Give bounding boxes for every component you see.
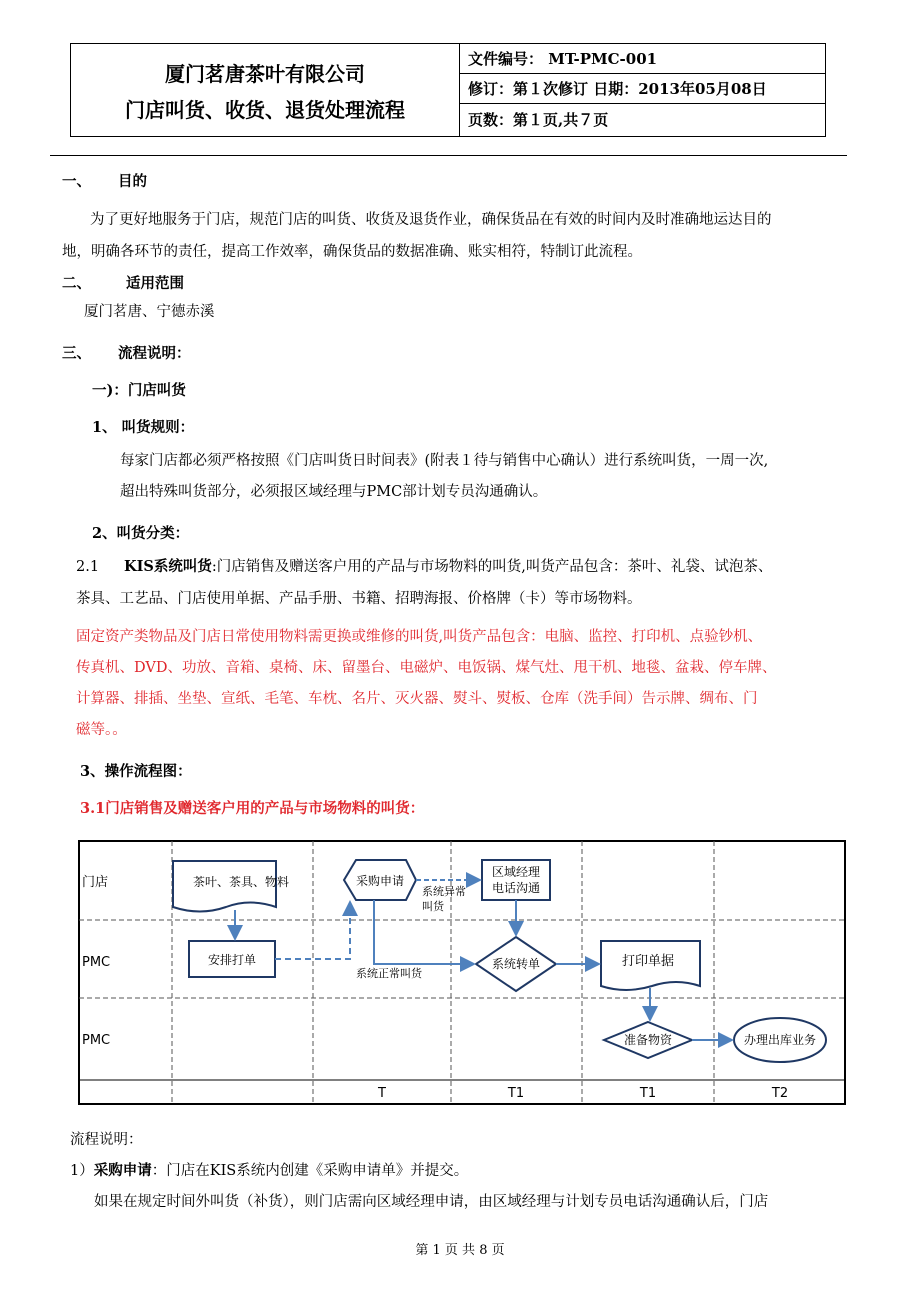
node-outbound: 办理出库业务 <box>743 1033 817 1047</box>
time-label: T2 <box>771 1086 789 1101</box>
order-class-title: 2、叫货分类： <box>92 525 190 542</box>
flow-note-title: 流程说明： <box>70 1132 143 1148</box>
header-title-cell <box>71 44 460 136</box>
order-rules-line2: 超出特殊叫货部分，必须报区域经理与PMC部计划专员沟通确认。 <box>120 484 548 500</box>
header-table <box>70 43 826 137</box>
label-system-abnormal-line2: 叫货 <box>422 900 444 913</box>
kis-text: :门店销售及赠送客户用的产品与市场物料的叫货,叫货产品包含：茶叶、礼袋、试泡茶、 <box>211 559 773 575</box>
section1-paragraph-line1: 为了更好地服务于门店，规范门店的叫货、收货及退货作业，确保货品在有效的时间内及时准确地运达目的 <box>90 212 772 228</box>
company-name: 厦门茗唐茶叶有限公司 <box>165 62 365 86</box>
fixed-assets-line4: 磁等。。 <box>76 722 127 738</box>
flow-note-item1-line2: 如果在规定时间外叫货（补货），则门店需向区域经理申请，由区域经理与计划专员电话沟通确认后，门店 <box>94 1194 769 1210</box>
section1-paragraph-line2: 地，明确各环节的责任，提高工作效率，确保货品的数据准确、账实相符，特制订此流程。 <box>62 244 642 260</box>
lane-label-store: 门店 <box>82 875 109 890</box>
section2-title: 适用范围 <box>126 275 184 292</box>
node-materials: 茶叶、茶具、物料 <box>192 875 290 889</box>
section1-number: 一、 <box>62 173 91 190</box>
op-31-title: 3.1门店销售及赠送客户用的产品与市场物料的叫货： <box>80 800 425 817</box>
label-system-abnormal-line1: 系统异常 <box>422 885 466 898</box>
section3-title: 流程说明： <box>118 345 191 362</box>
label-system-normal: 系统正常叫货 <box>356 967 422 980</box>
fixed-assets-line2: 传真机、DVD、功放、音箱、桌椅、床、留墨台、电磁炉、电饭锅、煤气灶、甩干机、地毯、盆栽、停车牌、 <box>76 660 777 676</box>
section1-title: 目的 <box>118 173 147 190</box>
item1-text: ：门店在KIS系统内创建《采购申请单》并提交。 <box>151 1163 469 1179</box>
node-area-manager-line2: 电话沟通 <box>491 881 541 895</box>
op-flow-title: 3、操作流程图： <box>80 763 192 780</box>
kis-line2: 茶具、工艺品、门店使用单据、产品手册、书籍、招聘海报、价格牌（卡）等市场物料。 <box>76 591 642 607</box>
page-footer: 第 1 页 共 8 页 <box>415 1243 505 1258</box>
header-meta-cell <box>460 44 825 136</box>
flowchart <box>78 840 846 1105</box>
node-area-manager-line1: 区域经理 <box>491 865 541 879</box>
kis-line1 <box>124 552 772 582</box>
doc-number: 文件编号： MT-PMC-001 <box>460 44 825 74</box>
time-label: T <box>378 1086 386 1101</box>
time-label: T1 <box>639 1086 657 1101</box>
revision-date: 修订：第１次修订 日期：2013年05月08日 <box>460 74 825 104</box>
lane-label-pmc: PMC <box>82 955 111 970</box>
node-prepare-materials: 准备物资 <box>623 1033 673 1047</box>
document-title: 门店叫货、收货、退货处理流程 <box>125 98 405 122</box>
fixed-assets-line1: 固定资产类物品及门店日常使用物料需更换或维修的叫货,叫货产品包含：电脑、监控、打印机、点验钞机、 <box>76 629 763 645</box>
header-divider <box>50 155 847 156</box>
node-purchase-request: 采购申请 <box>355 874 405 888</box>
section3-number: 三、 <box>62 345 91 362</box>
node-print-document: 打印单据 <box>621 954 675 969</box>
kis-label: KIS系统叫货 <box>124 558 212 575</box>
section2-body: 厦门茗唐、宁德赤溪 <box>84 304 215 320</box>
flow-note-item1 <box>70 1156 468 1186</box>
section2-number: 二、 <box>62 275 91 292</box>
page-count: 页数：第１页,共７页 <box>468 111 609 129</box>
item1-number: 1） <box>70 1163 94 1179</box>
subsection-store-order: 一)：门店叫货 <box>92 382 186 399</box>
kis-number: 2.1 <box>76 559 100 575</box>
node-arrange-print: 安排打单 <box>207 953 257 967</box>
order-rules-title: 1、 叫货规则： <box>92 419 195 436</box>
lane-label-pmc: PMC <box>82 1033 111 1048</box>
node-system-convert: 系统转单 <box>491 957 541 971</box>
item1-label: 采购申请 <box>93 1162 152 1179</box>
order-rules-line1: 每家门店都必须严格按照《门店叫货日时间表》(附表１待与销售中心确认）进行系统叫货，一周一次, <box>120 453 769 469</box>
fixed-assets-line3: 计算器、排插、坐垫、宣纸、毛笔、车枕、名片、灭火器、熨斗、熨板、仓库（洗手间）告示牌、绸布、门 <box>76 691 758 707</box>
time-label: T1 <box>507 1086 525 1101</box>
